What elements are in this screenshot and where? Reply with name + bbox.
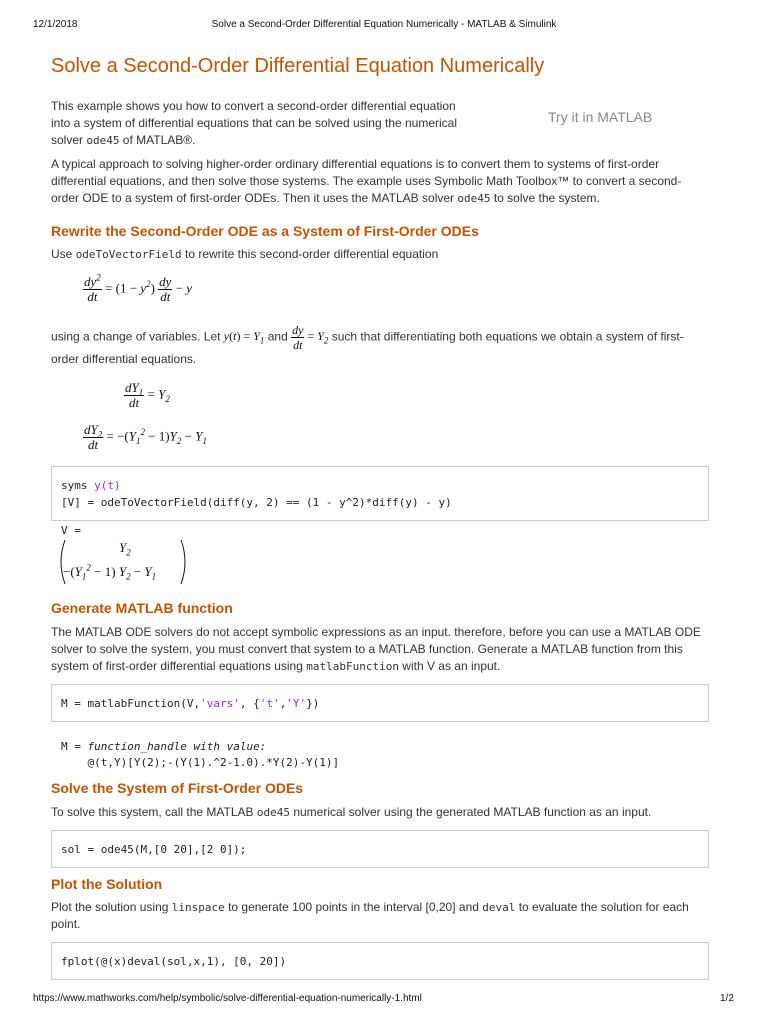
section-heading-solve: Solve the System of First-Order ODEs — [51, 780, 304, 796]
output-v-matrix: $Y_2$ $-(Y_1^2 - 1) Y_2 - Y_1$ — [55, 538, 195, 586]
section-heading-plot: Plot the Solution — [51, 876, 163, 892]
output-v-label: V = — [61, 524, 81, 537]
system-equation-2: $\frac{dY_2}{dt}$ = $-(Y_1^2 - 1)Y_2 - Y_1$ — [84, 422, 207, 452]
print-date: 12/1/2018 — [33, 19, 78, 30]
change-of-variables-text: using a change of variables. Let $y(t) = Y_1$ and $\frac{dy}{dt}$ = $Y_2$ such that differentiating both equations we obtain a system of first- — [51, 323, 684, 352]
footer-page-number: 1/2 — [720, 993, 734, 1004]
let-expression-y1: $y(t) = Y_1$ — [223, 329, 265, 346]
plot-paragraph: Plot the solution using linspace to generate 100 points in the interval [0,20] and deval to evaluate the solution for each point. — [51, 900, 689, 931]
code-block-ode-to-vector[interactable]: syms y(t) [V] = odeToVectorField(diff(y, 2) == (1 - y^2)*diff(y) - y) — [51, 466, 709, 521]
solve-paragraph: To solve this system, call the MATLAB ode45 numerical solver using the generated MATLAB function as an input. — [51, 805, 652, 819]
code-block-ode45[interactable]: sol = ode45(M,[0 20],[2 0]); — [51, 830, 709, 868]
try-in-matlab-link[interactable]: Try it in MATLAB — [548, 109, 653, 125]
code-block-fplot[interactable]: fplot(@(x)deval(sol,x,1), [0, 20]) — [51, 942, 709, 980]
section-heading-generate: Generate MATLAB function — [51, 600, 233, 616]
footer-url[interactable]: https://www.mathworks.com/help/symbolic/solve-differential-equation-numerically-1.html — [33, 993, 422, 1004]
output-function-handle: M = function_handle with value: @(t,Y)[Y(2);-(Y(1).^2-1.0).*Y(2)-Y(1)] — [61, 740, 340, 769]
let-expression-y2: $\frac{dy}{dt}$ = $Y_2$ — [292, 323, 329, 352]
print-page-title: Solve a Second-Order Differential Equation Numerically - MATLAB & Simulink — [211, 19, 557, 30]
section-heading-rewrite: Rewrite the Second-Order ODE as a System of First-Order ODEs — [51, 223, 479, 239]
right-paren — [179, 538, 191, 586]
intro-paragraph: This example shows you how to convert a second-order differential equation into a system of differential equations that can be solved using the numerical solver ode45 of MATLAB®. — [51, 99, 458, 147]
second-order-equation: $\frac{dy^2}{dt}$ = $(1 - y^2)$ $\frac{dy}{dt}$ − y — [84, 272, 193, 304]
change-of-variables-text-line2: order differential equations. — [51, 352, 197, 366]
page-title: Solve a Second-Order Differential Equation Numerically — [51, 55, 545, 77]
system-equation-1: $\frac{dY_1}{dt}$ = $Y_2$ — [125, 380, 170, 410]
generate-paragraph: The MATLAB ODE solvers do not accept symbolic expressions as an input. therefore, before you can use a MATLAB ODE solver to solve the system, you must convert that system to a MATLAB function. Generate a MATLAB function from this system of first-order differential equations using matlabFunction with V as an input. — [51, 625, 701, 673]
approach-paragraph: A typical approach to solving higher-order ordinary differential equations is to convert them to systems of first-order differential equations, and then solve those systems. The example uses Symbolic Math Toolbox™ to convert a second- order ODE to a system of first-order ODEs. Then it uses the MATLAB solver ode45 to solve the system. — [51, 157, 682, 205]
inline-code: ode45 — [86, 134, 120, 147]
code-block-matlab-function[interactable]: M = matlabFunction(V,'vars', {'t','Y'}) — [51, 684, 709, 722]
use-paragraph: Use odeToVectorField to rewrite this second-order differential equation — [51, 247, 439, 261]
